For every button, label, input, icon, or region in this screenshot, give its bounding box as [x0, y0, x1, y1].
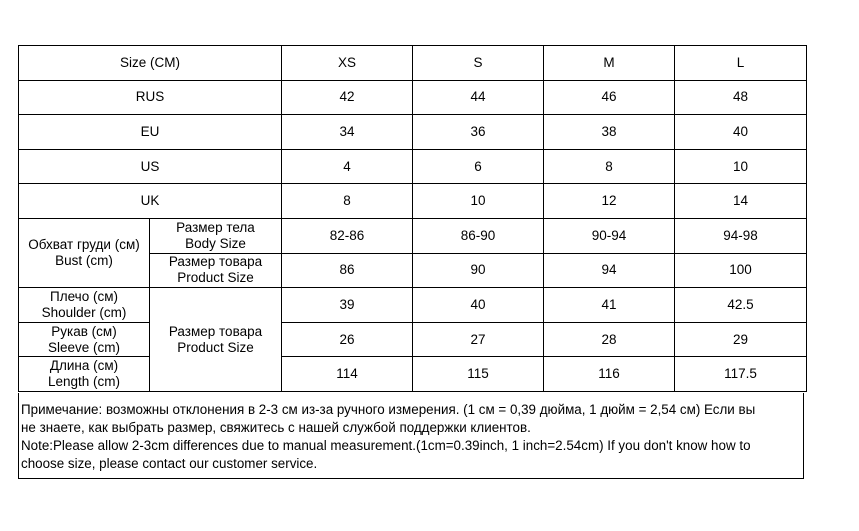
note-line-en-1: Note:Please allow 2-3cm differences due to manual measurement.(1cm=0.39inch, 1 inch=2.54cm) If you don't know how to — [21, 438, 751, 453]
size-chart-table — [18, 45, 807, 392]
product-size-group-label — [150, 288, 282, 392]
table-cell: 40 — [413, 288, 544, 323]
note-line-en-2: choose size, please contact our customer service. — [21, 456, 318, 471]
bust-body-row — [19, 218, 807, 253]
table-cell: 117.5 — [675, 357, 807, 392]
row-label: EU — [19, 115, 282, 150]
table-cell: 4 — [282, 149, 413, 184]
shoulder-label-ru: Плечо (см) — [50, 288, 118, 304]
table-cell: 48 — [675, 80, 807, 115]
size-header-m: M — [544, 46, 675, 81]
table-cell: 94-98 — [675, 218, 807, 253]
bust-label-en: Bust (cm) — [55, 253, 113, 269]
note-line-ru-2: не знаете, как выбрать размер, свяжитесь с нашей службой поддержки клиентов. — [21, 420, 531, 435]
table-cell: 115 — [413, 357, 544, 392]
length-row — [19, 357, 807, 392]
table-row — [19, 149, 807, 184]
table-cell: 14 — [675, 184, 807, 219]
table-cell: 27 — [413, 322, 544, 357]
product-size-label — [150, 253, 282, 288]
length-label-ru: Длина (см) — [49, 358, 119, 374]
header-row — [19, 46, 807, 81]
table-cell: 116 — [544, 357, 675, 392]
shoulder-label — [19, 288, 150, 323]
table-cell: 10 — [413, 184, 544, 219]
table-cell: 10 — [675, 149, 807, 184]
shoulder-row — [19, 288, 807, 323]
table-row — [19, 115, 807, 150]
bust-label — [19, 218, 150, 287]
table-cell: 28 — [544, 322, 675, 357]
table-cell: 26 — [282, 322, 413, 357]
body-size-label-ru: Размер тела — [176, 219, 255, 235]
table-cell: 6 — [413, 149, 544, 184]
table-cell: 44 — [413, 80, 544, 115]
table-cell: 41 — [544, 288, 675, 323]
size-header-l: L — [675, 46, 807, 81]
table-cell: 42 — [282, 80, 413, 115]
table-cell: 86-90 — [413, 218, 544, 253]
sleeve-label — [19, 322, 150, 357]
table-row — [19, 80, 807, 115]
size-header-label: Size (CM) — [19, 46, 282, 81]
table-cell: 38 — [544, 115, 675, 150]
product-size-label-en: Product Size — [177, 270, 254, 286]
row-label: US — [19, 149, 282, 184]
note-line-ru-1: Примечание: возможны отклонения в 2-3 см из-за ручного измерения. (1 см = 0,39 дюйма, 1 дюйм = 2,54 см) Если вы — [21, 402, 756, 417]
table-cell: 40 — [675, 115, 807, 150]
sleeve-label-ru: Рукав (см) — [51, 323, 117, 339]
table-cell: 114 — [282, 357, 413, 392]
length-label-en: Length (cm) — [47, 374, 121, 390]
table-cell: 100 — [675, 253, 807, 288]
table-cell: 29 — [675, 322, 807, 357]
body-size-label-en: Body Size — [185, 235, 246, 251]
table-row — [19, 184, 807, 219]
shoulder-label-en: Shoulder (cm) — [41, 304, 127, 320]
row-label: RUS — [19, 80, 282, 115]
size-header-s: S — [413, 46, 544, 81]
product-group-label-ru: Размер товара — [168, 323, 263, 339]
measurement-note — [18, 393, 804, 479]
table-cell: 46 — [544, 80, 675, 115]
table-cell: 86 — [282, 253, 413, 288]
table-cell: 12 — [544, 184, 675, 219]
table-cell: 90 — [413, 253, 544, 288]
table-cell: 82-86 — [282, 218, 413, 253]
table-cell: 8 — [282, 184, 413, 219]
product-group-label-en: Product Size — [177, 339, 254, 355]
table-cell: 39 — [282, 288, 413, 323]
row-label: UK — [19, 184, 282, 219]
table-cell: 42.5 — [675, 288, 807, 323]
body-size-label — [150, 218, 282, 253]
product-size-label-ru: Размер товара — [168, 254, 263, 270]
table-cell: 90-94 — [544, 218, 675, 253]
table-cell: 8 — [544, 149, 675, 184]
bust-label-ru: Обхват груди (см) — [28, 237, 140, 253]
sleeve-label-en: Sleeve (cm) — [47, 339, 120, 355]
size-header-xs: XS — [282, 46, 413, 81]
table-cell: 34 — [282, 115, 413, 150]
length-label — [19, 357, 150, 392]
sleeve-row — [19, 322, 807, 357]
table-cell: 94 — [544, 253, 675, 288]
table-cell: 36 — [413, 115, 544, 150]
